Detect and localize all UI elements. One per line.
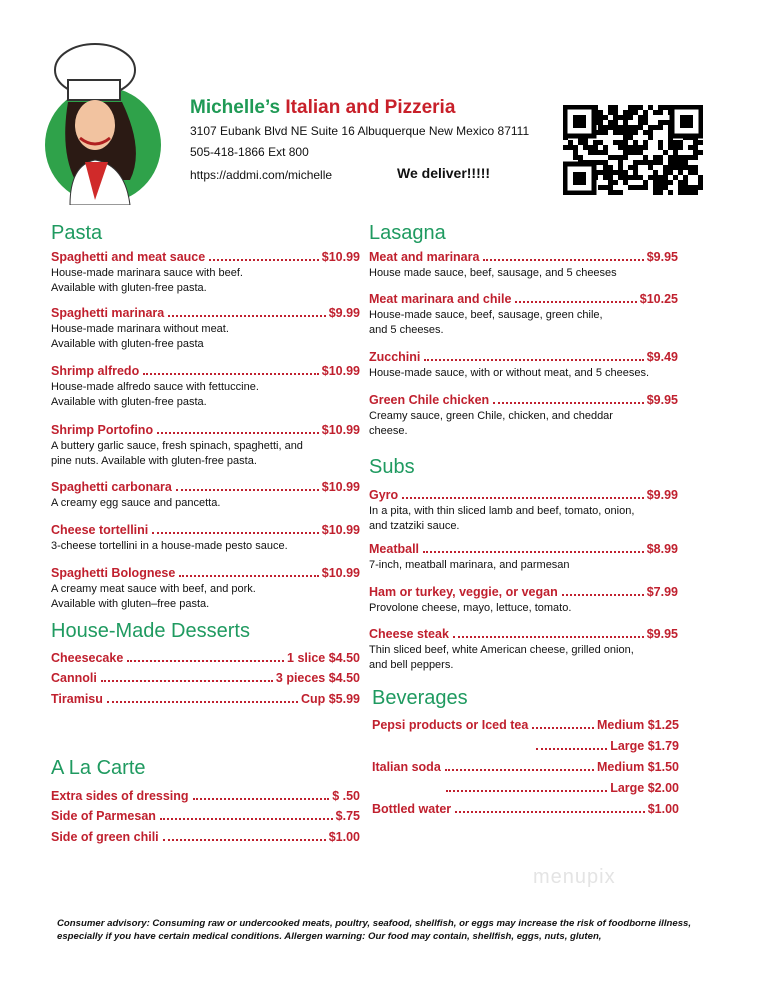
menu-item-description — [51, 380, 360, 410]
menu-item-line — [51, 250, 360, 264]
menu-item-price: $10.99 — [321, 523, 360, 537]
description-line: A creamy egg sauce and pancetta. — [51, 497, 221, 509]
menu-item-description — [369, 409, 678, 439]
dot-leader — [101, 680, 273, 682]
dot-leader — [163, 839, 326, 841]
menu-item-line — [372, 718, 679, 732]
menu-item-name: Ham or turkey, veggie, or vegan — [369, 585, 558, 599]
menu-item-price: $10.99 — [321, 423, 360, 437]
dot-leader — [483, 259, 643, 261]
menu-item-line — [51, 809, 360, 823]
menu-item-price: Cup $5.99 — [300, 692, 360, 706]
dot-leader — [453, 636, 644, 638]
menu-item-line — [369, 585, 678, 599]
menu-item-name: Side of Parmesan — [51, 809, 156, 823]
restaurant-name — [190, 97, 455, 119]
section-heading-alacarte: A La Carte — [51, 757, 146, 779]
menu-item-price: Large $2.00 — [610, 781, 679, 795]
menu-item-description — [51, 582, 360, 612]
dot-leader — [515, 301, 636, 303]
menu-item-name: Cheese tortellini — [51, 523, 149, 537]
description-line: Available with gluten–free pasta. — [51, 598, 210, 610]
menu-item-description — [369, 308, 678, 338]
description-line: and 5 cheeses. — [369, 324, 444, 336]
menu-item-line — [51, 789, 360, 803]
description-line: House-made sauce, with or without meat, and 5 cheeses. — [369, 367, 650, 379]
menu-item-description — [369, 366, 678, 381]
menu-item-line — [51, 423, 360, 437]
qr-code[interactable] — [563, 105, 703, 195]
menu-item-line — [51, 364, 360, 378]
dot-leader — [179, 575, 318, 577]
description-line: Creamy sauce, green Chile, chicken, and cheddar — [369, 410, 613, 422]
description-line: and tzatziki sauce. — [369, 520, 460, 532]
menupix-watermark: menupix — [533, 866, 616, 888]
menu-item-name: Green Chile chicken — [369, 393, 490, 407]
menu-item-price: $1.00 — [647, 802, 679, 816]
menu-item-line — [369, 542, 678, 556]
menu-item — [51, 789, 360, 803]
menu-item-name: Spaghetti and meat sauce — [51, 250, 206, 264]
menu-item — [51, 566, 360, 612]
description-line: House-made marinara sauce with beef. — [51, 267, 243, 279]
menu-item-price: $9.95 — [646, 250, 678, 264]
description-line: House-made marinara without meat. — [51, 323, 229, 335]
menu-item — [372, 802, 679, 816]
menu-item — [51, 692, 360, 706]
dot-leader — [127, 660, 284, 662]
menu-item — [369, 393, 678, 439]
dot-leader — [152, 532, 319, 534]
description-line: cheese. — [369, 425, 408, 437]
menu-item-line — [51, 671, 360, 685]
menu-item-price: $9.95 — [646, 627, 678, 641]
dot-leader — [446, 790, 607, 792]
dot-leader — [532, 727, 594, 729]
menu-item-price: $1.00 — [328, 830, 360, 844]
dot-leader — [455, 811, 645, 813]
section-heading-lasagna: Lasagna — [369, 222, 446, 244]
menu-item-description — [51, 266, 360, 296]
menu-item-name: Extra sides of dressing — [51, 789, 189, 803]
menu-item-name: Bottled water — [372, 802, 452, 816]
menu-item-description — [51, 439, 360, 469]
menu-item-name: Shrimp alfredo — [51, 364, 140, 378]
menu-item-name: Tiramisu — [51, 692, 103, 706]
dot-leader — [107, 701, 298, 703]
section-heading-subs: Subs — [369, 456, 415, 478]
dot-leader — [562, 594, 644, 596]
menu-item-line — [369, 627, 678, 641]
menu-item-line — [369, 350, 678, 364]
description-line: Thin sliced beef, white American cheese, grilled onion, — [369, 644, 634, 656]
menu-item-price: $9.95 — [646, 393, 678, 407]
description-line: pine nuts. Available with gluten-free pasta. — [51, 455, 257, 467]
menu-item-price: $10.99 — [321, 566, 360, 580]
menu-item — [51, 250, 360, 296]
dot-leader — [176, 489, 319, 491]
menu-item — [51, 364, 360, 410]
restaurant-name-red: Italian and Pizzeria — [285, 97, 456, 118]
menu-item-line — [369, 393, 678, 407]
menu-item-name: Meat and marinara — [369, 250, 480, 264]
menu-item-description — [369, 643, 678, 673]
menu-item — [372, 739, 679, 753]
menu-item-name: Spaghetti carbonara — [51, 480, 172, 494]
menu-item-line — [51, 306, 360, 320]
menu-item — [369, 250, 678, 281]
menu-item-description — [51, 496, 360, 511]
menu-item-price: $9.49 — [646, 350, 678, 364]
description-line: 3-cheese tortellini in a house-made pesto sauce. — [51, 540, 288, 552]
menu-item-line — [369, 292, 678, 306]
menu-item-line — [51, 651, 360, 665]
menu-item-description — [51, 322, 360, 352]
menu-item-name: Shrimp Portofino — [51, 423, 154, 437]
dot-leader — [423, 551, 644, 553]
menu-item-price: 3 pieces $4.50 — [275, 671, 360, 685]
dot-leader — [193, 798, 330, 800]
menu-item-price: $9.99 — [646, 488, 678, 502]
description-line: Available with gluten-free pasta. — [51, 282, 207, 294]
section-heading-beverages: Beverages — [372, 687, 468, 709]
menu-item — [369, 627, 678, 673]
menu-item-price: $10.99 — [321, 364, 360, 378]
dot-leader — [160, 818, 333, 820]
dot-leader — [424, 359, 643, 361]
menu-item — [51, 830, 360, 844]
section-heading-pasta: Pasta — [51, 222, 103, 244]
menu-item — [51, 306, 360, 352]
menu-item — [51, 651, 360, 665]
menu-item-line — [51, 692, 360, 706]
dot-leader — [168, 315, 325, 317]
menu-item-line — [51, 830, 360, 844]
menu-item — [51, 523, 360, 554]
dot-leader — [445, 769, 594, 771]
restaurant-name-green: Michelle’s — [190, 97, 281, 118]
menu-item-line — [369, 488, 678, 502]
menu-item — [51, 671, 360, 685]
menu-item-line — [51, 523, 360, 537]
description-line: House-made alfredo sauce with fettuccine. — [51, 381, 259, 393]
menu-item-line — [372, 802, 679, 816]
menu-item — [369, 542, 678, 573]
menu-item-name: Spaghetti Bolognese — [51, 566, 176, 580]
menu-item — [369, 350, 678, 381]
menu-item — [372, 718, 679, 732]
menu-item — [51, 480, 360, 511]
dot-leader — [402, 497, 644, 499]
menu-item-price: $9.99 — [328, 306, 360, 320]
dot-leader — [209, 259, 319, 261]
dot-leader — [143, 373, 319, 375]
dot-leader — [157, 432, 319, 434]
menu-item-name: Meatball — [369, 542, 420, 556]
menu-item — [369, 585, 678, 616]
menu-item-line — [372, 760, 679, 774]
menu-item-price: $10.99 — [321, 480, 360, 494]
address: 3107 Eubank Blvd NE Suite 16 Albuquerque New Mexico 87111 — [190, 124, 530, 138]
description-line: In a pita, with thin sliced lamb and beef, tomato, onion, — [369, 505, 635, 517]
menu-item-line — [372, 781, 679, 795]
description-line: and bell peppers. — [369, 659, 454, 671]
menu-item-name: Meat marinara and chile — [369, 292, 512, 306]
menu-item-name: Side of green chili — [51, 830, 159, 844]
menu-item-name: Zucchini — [369, 350, 421, 364]
phone: 505-418-1866 Ext 800 — [190, 145, 309, 159]
delivery-note: We deliver!!!!! — [397, 165, 491, 181]
description-line: 7-inch, meatball marinara, and parmesan — [369, 559, 570, 571]
description-line: House made sauce, beef, sausage, and 5 cheeses — [369, 267, 617, 279]
menu-item-price: $10.99 — [321, 250, 360, 264]
menu-item — [372, 760, 679, 774]
menu-item-price: 1 slice $4.50 — [287, 651, 360, 665]
menu-item-price: $.75 — [335, 809, 360, 823]
menu-item-description — [369, 601, 678, 616]
menu-item-line — [51, 480, 360, 494]
section-heading-desserts: House-Made Desserts — [51, 620, 250, 642]
menu-item-price: Medium $1.50 — [597, 760, 679, 774]
menu-item-line — [369, 250, 678, 264]
menu-item-line — [51, 566, 360, 580]
menu-item-description — [369, 504, 678, 534]
menu-item-price: Medium $1.25 — [597, 718, 679, 732]
menu-item — [369, 292, 678, 338]
website-link[interactable]: https://addmi.com/michelle — [190, 168, 333, 182]
menu-item-name: Cheese steak — [369, 627, 449, 641]
dot-leader — [493, 402, 644, 404]
description-line: A creamy meat sauce with beef, and pork. — [51, 583, 256, 595]
menu-item-price: $ .50 — [332, 789, 360, 803]
menu-item-name: Gyro — [369, 488, 399, 502]
description-line: House-made sauce, beef, sausage, green chile, — [369, 309, 603, 321]
menu-item — [369, 488, 678, 534]
description-line: Available with gluten-free pasta — [51, 338, 204, 350]
menu-item-description — [369, 558, 678, 573]
menu-item-name: Spaghetti marinara — [51, 306, 165, 320]
menu-item-description — [369, 266, 678, 281]
menu-item-price: $8.99 — [646, 542, 678, 556]
consumer-advisory: Consumer advisory: Consuming raw or undercooked meats, poultry, seafood, shellfish, or eggs may increase the risk of foodborne illness, especially if you have certain medical conditions. Allergen warning: Our food may contain, shellfish, eggs, nuts, gluten, — [57, 918, 692, 942]
menu-item-price: Large $1.79 — [610, 739, 679, 753]
menu-item-price: $7.99 — [646, 585, 678, 599]
menu-item-price: $10.25 — [639, 292, 678, 306]
menu-item — [51, 809, 360, 823]
menu-item-name: Cheesecake — [51, 651, 124, 665]
menu-item-name: Pepsi products or Iced tea — [372, 718, 529, 732]
dot-leader — [536, 748, 607, 750]
menu-item-line — [372, 739, 679, 753]
menu-item-description — [51, 539, 360, 554]
menu-item — [51, 423, 360, 469]
description-line: Provolone cheese, mayo, lettuce, tomato. — [369, 602, 572, 614]
description-line: A buttery garlic sauce, fresh spinach, spaghetti, and — [51, 440, 303, 452]
menu-item-name: Cannoli — [51, 671, 97, 685]
chef-logo — [40, 40, 170, 205]
menu-item — [372, 781, 679, 795]
menu-item-name: Italian soda — [372, 760, 441, 774]
description-line: Available with gluten-free pasta. — [51, 396, 207, 408]
